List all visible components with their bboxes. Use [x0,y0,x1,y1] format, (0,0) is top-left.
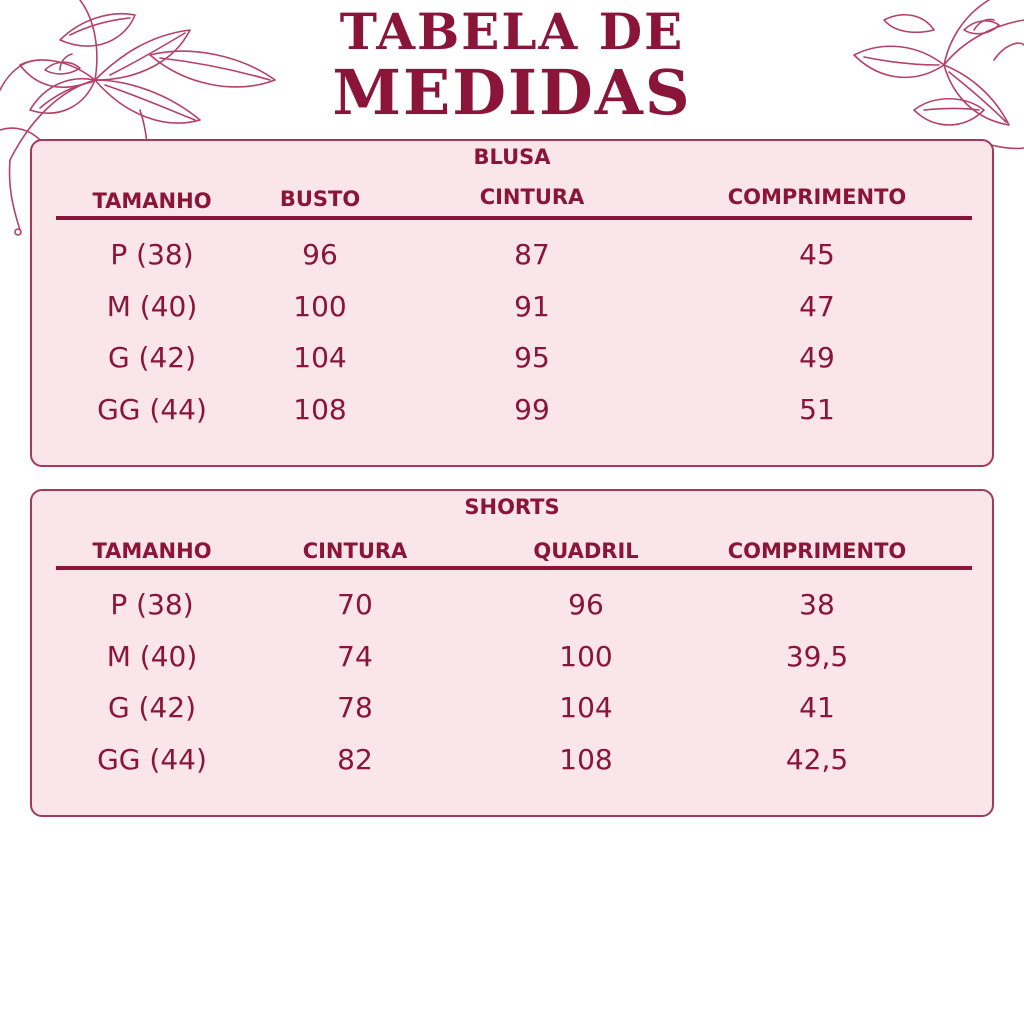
shorts-cell-size-m: M (40) [106,640,198,673]
blusa-cell-cintura-p: 87 [514,238,550,271]
blusa-cell-size-g: G (42) [107,341,197,374]
blusa-cell-size-gg: GG (44) [97,393,207,426]
shorts-cell-quadril-m: 100 [559,640,613,673]
shorts-header-comprimento: COMPRIMENTO [727,539,907,563]
shorts-cell-size-g: G (42) [107,691,197,724]
shorts-section-title: SHORTS [464,495,560,519]
blusa-cell-cintura-gg: 99 [514,393,550,426]
shorts-cell-quadril-p: 96 [568,588,604,621]
shorts-header-divider [56,566,972,570]
blusa-cell-busto-g: 104 [293,341,347,374]
page-title-line1: TABELA DE [339,2,685,61]
shorts-cell-cintura-gg: 82 [337,743,373,776]
shorts-cell-quadril-g: 104 [559,691,613,724]
shorts-header-tamanho: TAMANHO [92,539,212,563]
blusa-header-divider [56,216,972,220]
shorts-cell-cintura-m: 74 [337,640,373,673]
shorts-size-table [30,489,994,817]
shorts-header-cintura: CINTURA [302,539,408,563]
blusa-header-tamanho: TAMANHO [92,189,212,213]
shorts-cell-size-p: P (38) [110,588,194,621]
blusa-cell-busto-gg: 108 [293,393,347,426]
shorts-cell-cintura-p: 70 [337,588,373,621]
page-title-line2: MEDIDAS [332,56,692,129]
blusa-cell-cintura-m: 91 [514,290,550,323]
blusa-section-title: BLUSA [473,145,551,169]
blusa-cell-cintura-g: 95 [514,341,550,374]
shorts-cell-comprimento-g: 41 [799,691,835,724]
blusa-header-comprimento: COMPRIMENTO [727,185,907,209]
shorts-cell-size-gg: GG (44) [97,743,207,776]
blusa-size-table [30,139,994,467]
shorts-cell-comprimento-p: 38 [799,588,835,621]
shorts-cell-comprimento-gg: 42,5 [785,743,849,776]
shorts-cell-comprimento-m: 39,5 [785,640,849,673]
blusa-cell-comprimento-g: 49 [799,341,835,374]
shorts-header-quadril: QUADRIL [533,539,639,563]
shorts-cell-quadril-gg: 108 [559,743,613,776]
blusa-header-cintura: CINTURA [479,185,585,209]
blusa-cell-busto-m: 100 [293,290,347,323]
blusa-cell-size-m: M (40) [106,290,198,323]
blusa-cell-comprimento-gg: 51 [799,393,835,426]
blusa-cell-comprimento-m: 47 [799,290,835,323]
blusa-cell-comprimento-p: 45 [799,238,835,271]
blusa-cell-busto-p: 96 [302,238,338,271]
blusa-cell-size-p: P (38) [110,238,194,271]
shorts-cell-cintura-g: 78 [337,691,373,724]
blusa-header-busto: BUSTO [279,187,361,211]
